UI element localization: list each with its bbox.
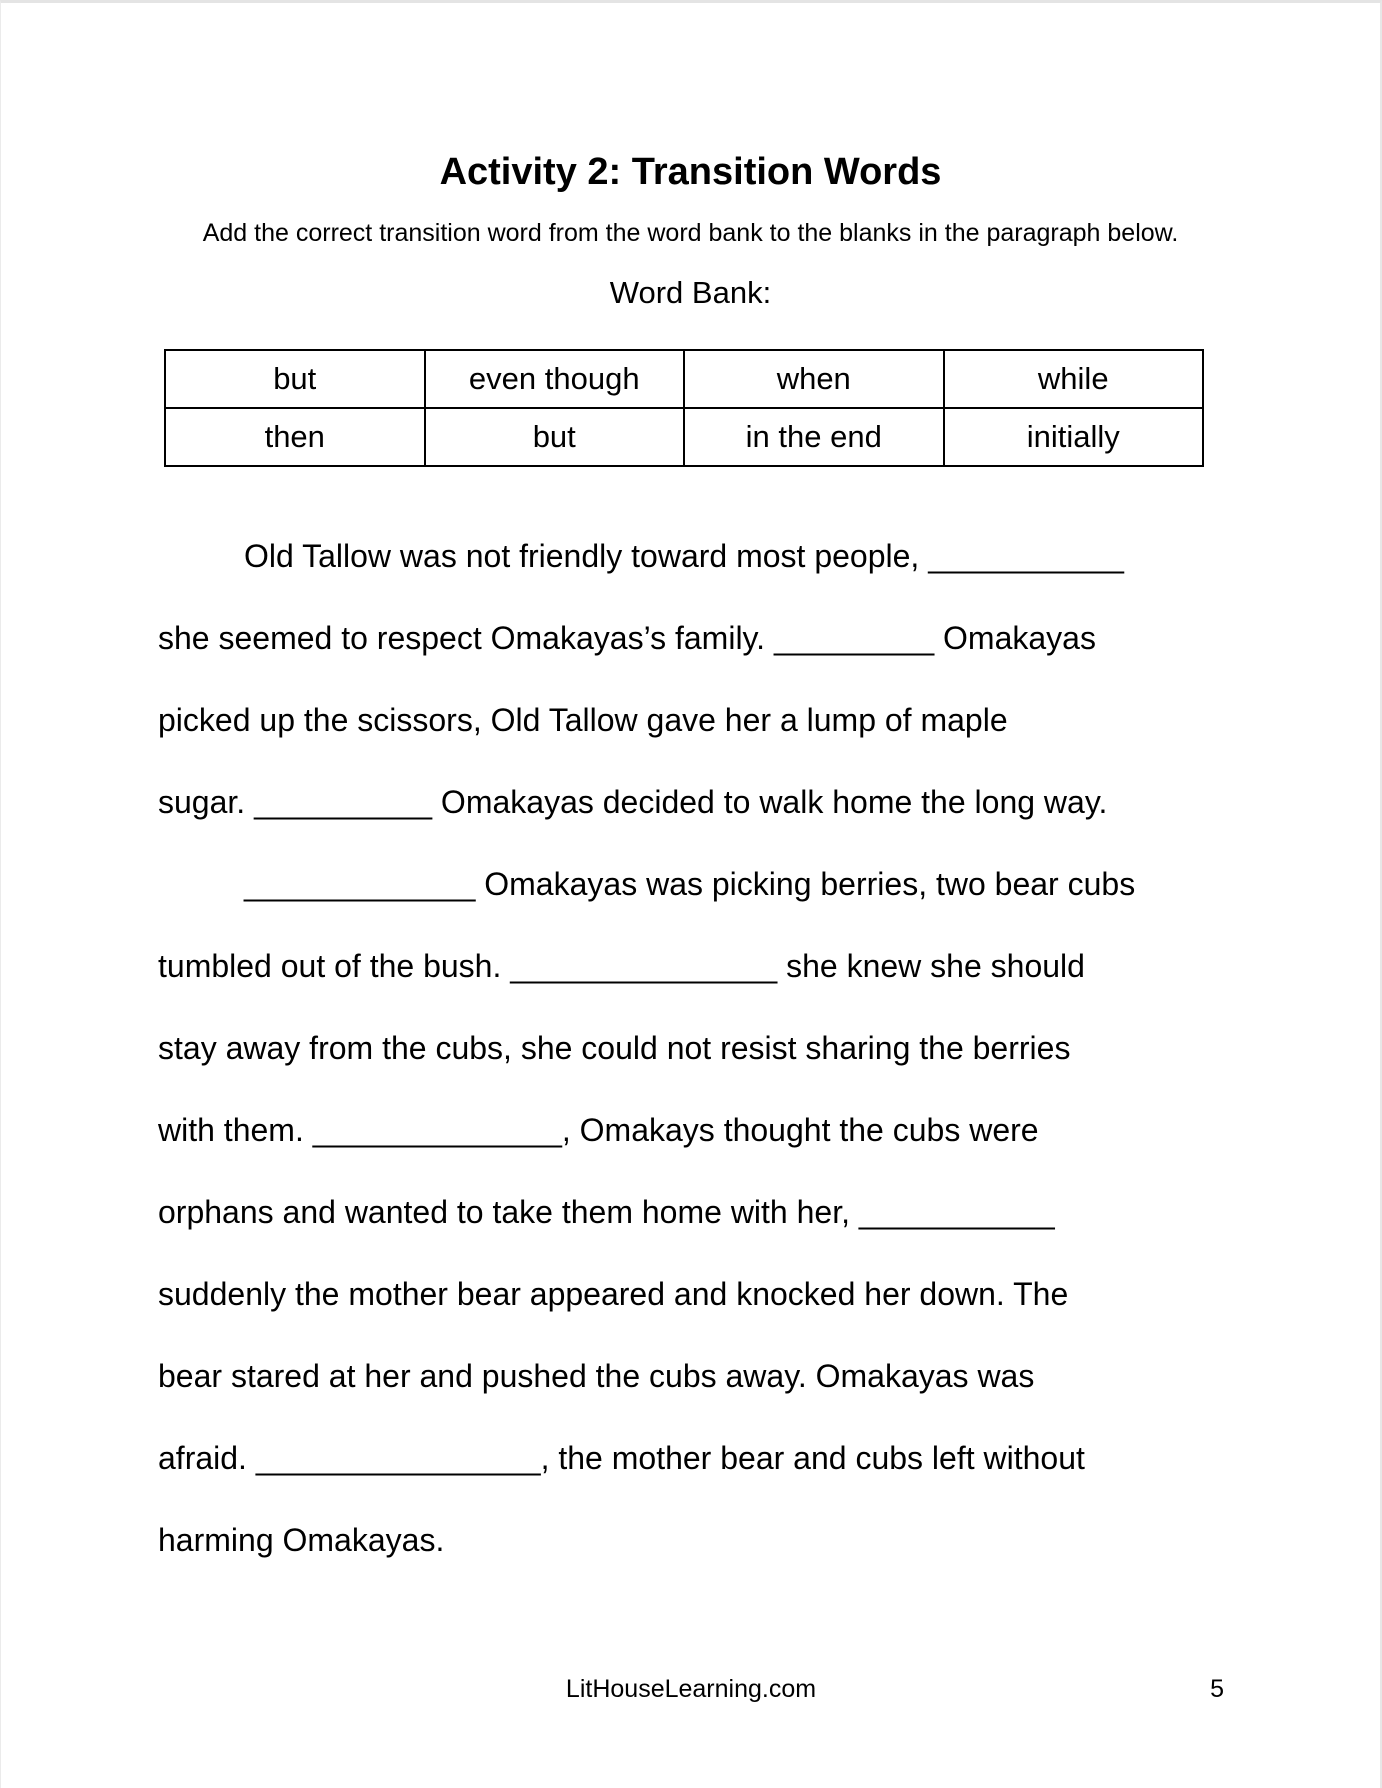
paragraph-line: bear stared at her and pushed the cubs away. Omakayas was (158, 1358, 1035, 1394)
paragraph-line: harming Omakayas. (158, 1522, 445, 1558)
paragraph-line: stay away from the cubs, she could not resist sharing the berries (158, 1030, 1071, 1066)
paragraph-line: she seemed to respect Omakayas’s family. _________ Omakayas (158, 620, 1096, 656)
instructions-text: Add the correct transition word from the word bank to the blanks in the paragraph below. (202, 219, 1179, 247)
word-bank-cell: initially (944, 408, 1204, 466)
word-bank-table (164, 349, 1204, 467)
paragraph-line: suddenly the mother bear appeared and knocked her down. The (158, 1276, 1069, 1312)
word-bank-row (165, 350, 1203, 408)
page-footer (158, 1675, 1224, 1707)
word-bank-cell: but (425, 408, 685, 466)
word-bank-cell: but (165, 350, 425, 408)
fill-in-paragraph (158, 515, 1224, 1581)
paragraph-line: sugar. __________ Omakayas decided to walk home the long way. (158, 784, 1108, 820)
word-bank-cell: when (684, 350, 944, 408)
paragraph-line: tumbled out of the bush. _______________ she knew she should (158, 948, 1085, 984)
paragraph-line: _____________ Omakayas was picking berries, two bear cubs (244, 866, 1136, 902)
page-number: 5 (1210, 1675, 1224, 1703)
word-bank-cell: then (165, 408, 425, 466)
word-bank-cell: even though (425, 350, 685, 408)
paragraph-line: picked up the scissors, Old Tallow gave her a lump of maple (158, 702, 1008, 738)
word-bank-cell: while (944, 350, 1204, 408)
paragraph-line: Old Tallow was not friendly toward most people, ___________ (244, 538, 1124, 574)
paragraph-line: afraid. ________________, the mother bear and cubs left without (158, 1440, 1085, 1476)
paragraph-line: with them. ______________, Omakays thought the cubs were (158, 1112, 1039, 1148)
paragraph-line: orphans and wanted to take them home with her, ___________ (158, 1194, 1055, 1230)
word-bank-row (165, 408, 1203, 466)
word-bank-cell: in the end (684, 408, 944, 466)
word-bank-label: Word Bank: (609, 275, 772, 310)
page-title: Activity 2: Transition Words (439, 151, 942, 193)
footer-site-text: LitHouseLearning.com (565, 1675, 817, 1703)
